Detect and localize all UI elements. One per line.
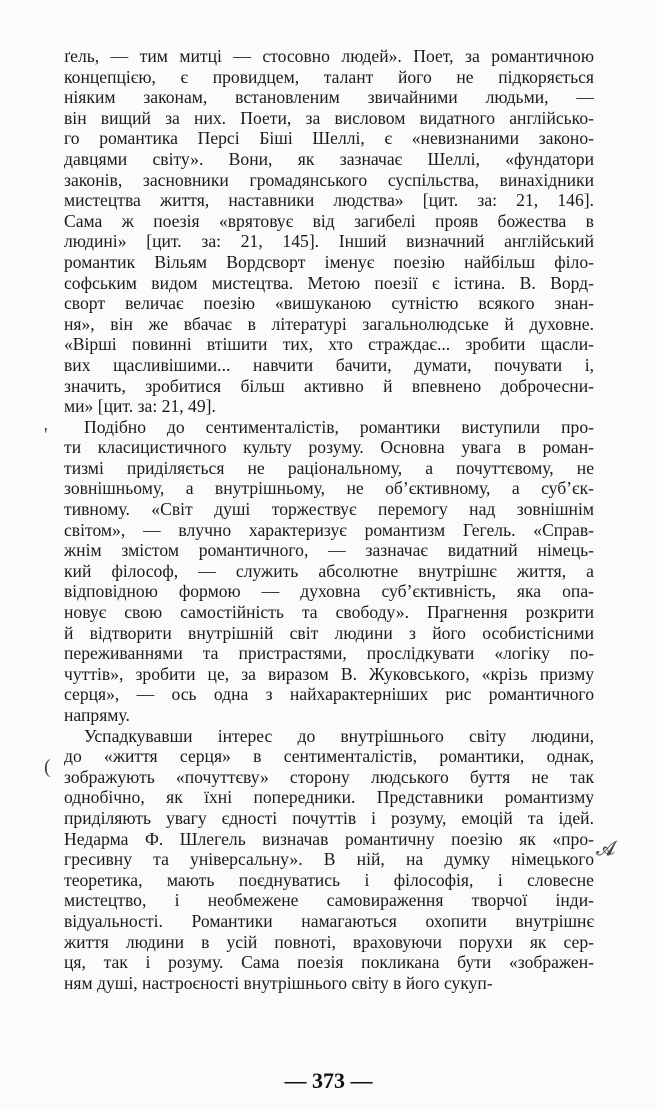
text-line: теоретика, мають поєднуватись і філософія, і словесне — [64, 869, 594, 890]
text-line: людині» [цит. за: 21, 145]. Інший визначний англійський — [64, 231, 594, 252]
paragraph — [64, 46, 594, 417]
text-line: сворт величає поезію «вишуканою сутністю всякого знан- — [64, 293, 594, 314]
text-line: однобічно, як їхні попередники. Представники романтизму — [64, 787, 594, 808]
text-line: тивному. «Світ душі торжествує перемогу над зовнішнім — [64, 499, 594, 520]
text-line: переживаннями та пристрастями, прослідкувати «логіку по- — [64, 643, 594, 664]
pencil-mark-icon: ( — [44, 756, 51, 778]
pencil-mark-icon: 𝓐 — [596, 838, 616, 860]
paragraph — [64, 417, 594, 726]
text-line: зображують «почуттєву» сторону людського буття не так — [64, 766, 594, 787]
text-line: Успадкувавши інтерес до внутрішнього світу людини, — [84, 725, 594, 746]
text-line: ґель, — тим митці — стосовно людей». Поет, за романтичною — [64, 46, 594, 66]
text-line: «Вірші повинні втішити тих, хто страждає... зробити щасли- — [64, 334, 594, 355]
text-line: відповідною формою — духовна суб’єктивність, яка опа- — [64, 581, 594, 602]
text-line: ця, так і розуму. Сама поезія покликана бути «зображен- — [64, 952, 594, 973]
text-line: приділяють увагу єдності почуттів і розуму, емоцій та ідей. — [64, 807, 594, 828]
text-line: він вищий за них. Поети, за висловом видатного англійсько- — [64, 107, 594, 128]
text-line: світом», — влучно характеризує романтизм Гегель. «Справ- — [64, 519, 594, 540]
text-line: го романтика Персі Біші Шеллі, є «невизнаними законо- — [64, 128, 594, 149]
text-line: відуальності. Романтики намагаються охопити внутрішнє — [64, 910, 594, 931]
text-line: зовнішньому, а внутрішньому, не об’єктивному, а суб’єк- — [64, 478, 594, 499]
text-line: мистецтво, і необмежене самовираження творчої інди- — [64, 890, 594, 911]
text-line: законів, засновники громадянського суспільства, винахідники — [64, 169, 594, 190]
text-line: й відтворити внутрішній світ людини з його особистісними — [64, 622, 594, 643]
text-line: напряму. — [64, 705, 130, 725]
text-line: мистецтва життя, наставники людства» [цит. за: 21, 146]. — [64, 190, 594, 211]
body-text — [64, 46, 594, 993]
paragraph — [64, 726, 594, 994]
text-line: тизмі приділяється не раціональному, а почуттєвому, не — [64, 457, 594, 478]
text-line: романтик Вільям Вордсворт іменує поезію найбільш філо- — [64, 251, 594, 272]
text-line: ти класицистичного культу розуму. Основна увага в роман- — [64, 437, 594, 458]
text-line: чуттів», зробити це, за виразом В. Жуковського, «крізь призму — [64, 663, 594, 684]
text-line: ня», він же вбачає в літературі загальнолюдське й духовне. — [64, 313, 594, 334]
page-number: — 373 — — [284, 1068, 373, 1093]
text-line: ніяким законам, встановленим звичайними людьми, — — [64, 87, 594, 108]
text-line: значить, зробитися більш активно й впевнено доброчесни- — [64, 375, 594, 396]
text-line: життя людини в усій повноті, враховуючи порухи як сер- — [64, 931, 594, 952]
text-line: серця», — ось одна з найхарактерніших рис романтичного — [64, 684, 594, 705]
text-line: гресивну та універсальну». В ній, на думку німецького — [64, 849, 594, 870]
text-line: новує свою самостійність та свободу». Прагнення розкрити — [64, 602, 594, 623]
text-line: жнім змістом романтичного, — зазначає видатний німець- — [64, 540, 594, 561]
text-line: Недарма Ф. Шлегель визначав романтичну поезію як «про- — [64, 828, 594, 849]
pencil-mark-icon: ' — [44, 424, 48, 446]
text-line: концепцією, є провидцем, талант його не підкоряється — [64, 66, 594, 87]
text-line: Сама ж поезія «врятовує від загибелі прояв божества в — [64, 210, 594, 231]
text-line: кий філософ, — служить абсолютне внутрішнє життя, а — [64, 560, 594, 581]
text-line: до «життя серця» в сентименталістів, романтики, однак, — [64, 746, 594, 767]
text-line: Подібно до сентименталістів, романтики виступили про- — [84, 416, 594, 437]
text-line: ням душі, настроєності внутрішнього світу в його сукуп- — [64, 972, 493, 993]
text-line: ми» [цит. за: 21, 49]. — [64, 396, 216, 417]
text-line: давцями світу». Вони, як зазначає Шеллі, «фундатори — [64, 148, 594, 169]
text-line: вих щасливішими... навчити бачити, думати, почувати і, — [64, 354, 594, 375]
text-line: софським видом мистецтва. Метою поезії є істина. В. Ворд- — [64, 272, 594, 293]
